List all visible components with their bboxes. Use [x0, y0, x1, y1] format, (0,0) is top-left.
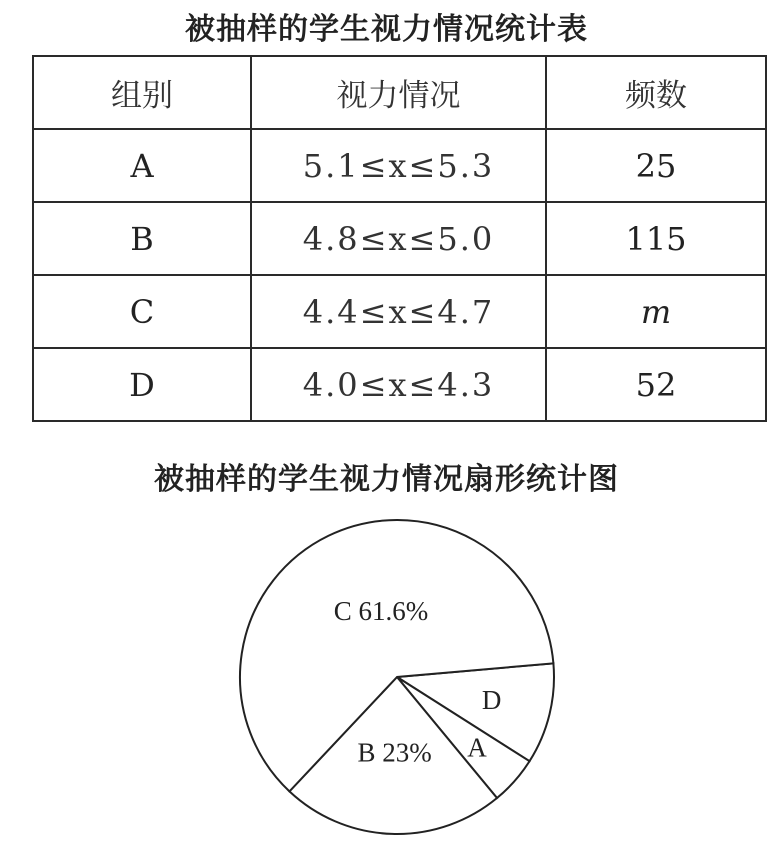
- pie-label-a: A: [467, 732, 487, 763]
- header-group: 组别: [33, 56, 251, 129]
- pie-chart: [0, 500, 773, 855]
- table-row: [33, 129, 766, 202]
- cell-frequency: 25: [546, 129, 766, 202]
- table-row: [33, 202, 766, 275]
- cell-range: 4.8≤x≤5.0: [251, 202, 546, 275]
- table-header-row: [33, 56, 766, 129]
- table-row: [33, 275, 766, 348]
- cell-frequency: m: [546, 275, 766, 348]
- header-frequency: 频数: [546, 56, 766, 129]
- pie-label-b: B 23%: [357, 737, 432, 768]
- cell-group: C: [33, 275, 251, 348]
- table-title: 被抽样的学生视力情况统计表: [185, 12, 588, 47]
- pie-label-d: D: [481, 685, 502, 716]
- cell-group: D: [33, 348, 251, 421]
- cell-range: 4.4≤x≤4.7: [251, 275, 546, 348]
- cell-group: A: [33, 129, 251, 202]
- cell-group: B: [33, 202, 251, 275]
- cell-range: 5.1≤x≤5.3: [251, 129, 546, 202]
- cell-range: 4.0≤x≤4.3: [251, 348, 546, 421]
- table-row: [33, 348, 766, 421]
- cell-frequency: 115: [546, 202, 766, 275]
- header-vision-range: 视力情况: [251, 56, 546, 129]
- cell-frequency: 52: [546, 348, 766, 421]
- vision-stats-table: [32, 55, 767, 422]
- chart-title: 被抽样的学生视力情况扇形统计图: [154, 462, 619, 497]
- pie-label-c: C 61.6%: [333, 596, 429, 626]
